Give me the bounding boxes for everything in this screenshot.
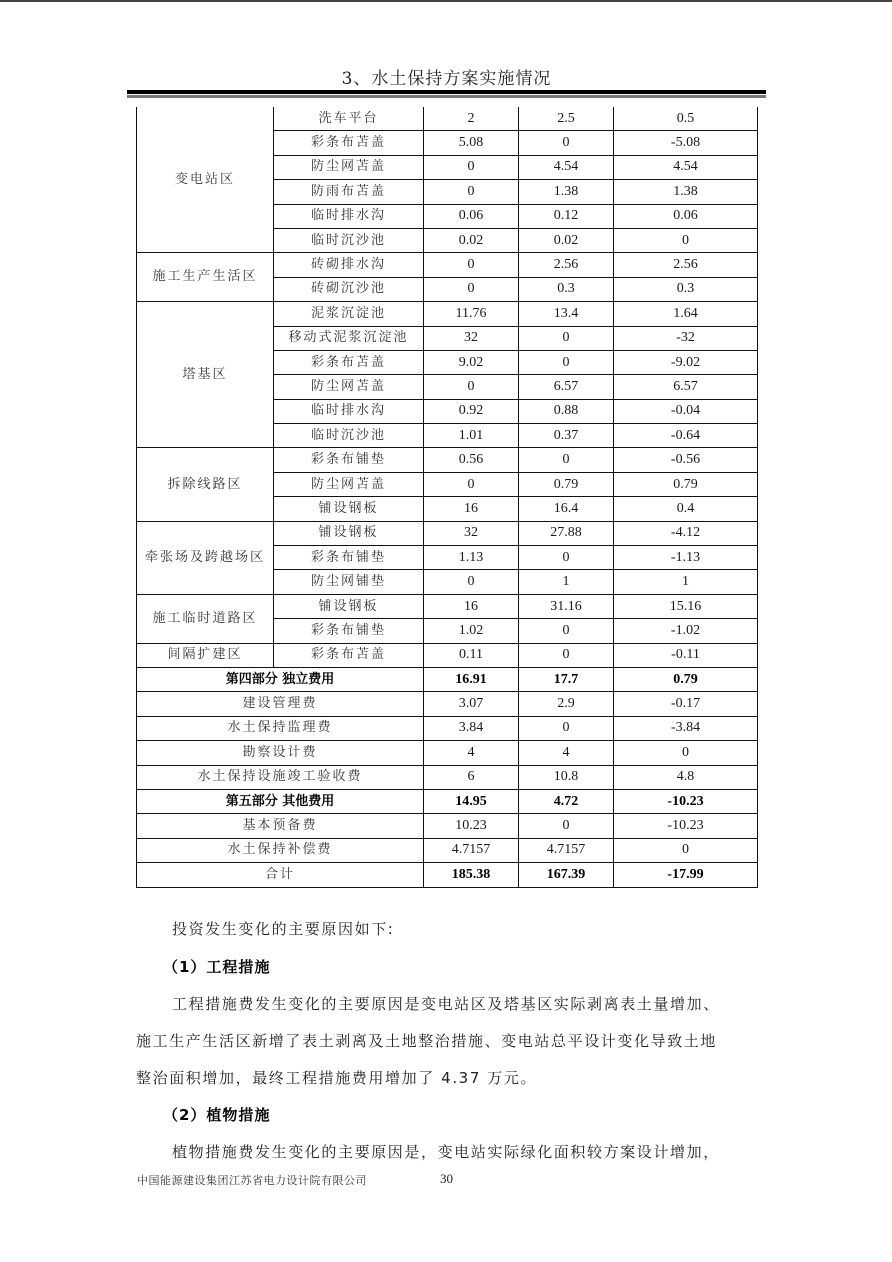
actual-value-cell: 0 [519, 814, 614, 838]
actual-value-cell: 27.88 [519, 521, 614, 545]
plan-value-cell: 16 [424, 594, 519, 618]
actual-value-cell: 0 [519, 643, 614, 667]
measure-cell: 防尘网苫盖 [274, 472, 424, 496]
plan-value-cell: 16.91 [424, 667, 519, 691]
actual-value-cell: 0.02 [519, 228, 614, 252]
plan-value-cell: 1.02 [424, 619, 519, 643]
paragraph-line: 施工生产生活区新增了表土剥离及土地整治措施、变电站总平设计变化导致土地 [136, 1032, 718, 1050]
header-rule [127, 90, 766, 94]
difference-cell: -0.11 [614, 643, 758, 667]
measure-cell: 移动式泥浆沉淀池 [274, 326, 424, 350]
actual-value-cell: 0.79 [519, 472, 614, 496]
plan-value-cell: 0 [424, 253, 519, 277]
fee-item-cell: 水土保持设施竣工验收费 [137, 765, 424, 789]
measure-cell: 彩条布苫盖 [274, 643, 424, 667]
measure-cell: 彩条布铺垫 [274, 619, 424, 643]
difference-cell: -0.17 [614, 692, 758, 716]
total-row [137, 863, 758, 887]
difference-cell: -0.04 [614, 399, 758, 423]
plan-value-cell: 32 [424, 326, 519, 350]
plan-value-cell: 11.76 [424, 302, 519, 326]
difference-cell: -4.12 [614, 521, 758, 545]
plan-value-cell: 1.13 [424, 546, 519, 570]
actual-value-cell: 2.5 [519, 107, 614, 131]
plan-value-cell: 0.06 [424, 204, 519, 228]
difference-cell: -5.08 [614, 131, 758, 155]
difference-cell: 0.4 [614, 497, 758, 521]
plan-value-cell: 10.23 [424, 814, 519, 838]
paragraph-line: 整治面积增加，最终工程措施费用增加了 4.37 万元。 [136, 1069, 538, 1087]
actual-value-cell: 2.9 [519, 692, 614, 716]
table-row [137, 741, 758, 765]
plan-value-cell: 0 [424, 155, 519, 179]
measure-cell: 洗车平台 [274, 107, 424, 131]
measure-cell: 防尘网铺垫 [274, 570, 424, 594]
measure-cell: 临时排水沟 [274, 204, 424, 228]
measure-cell: 彩条布苫盖 [274, 350, 424, 374]
difference-cell: -10.23 [614, 789, 758, 813]
intro-paragraph: 投资发生变化的主要原因如下: [172, 920, 395, 938]
actual-value-cell: 0.37 [519, 424, 614, 448]
difference-cell: 0.79 [614, 472, 758, 496]
actual-value-cell: 167.39 [519, 863, 614, 887]
actual-value-cell: 0.3 [519, 277, 614, 301]
difference-cell: 0 [614, 838, 758, 862]
plan-value-cell: 0.11 [424, 643, 519, 667]
difference-cell: 1 [614, 570, 758, 594]
actual-value-cell: 0 [519, 350, 614, 374]
measure-cell: 彩条布苫盖 [274, 131, 424, 155]
actual-value-cell: 4.54 [519, 155, 614, 179]
difference-cell: -17.99 [614, 863, 758, 887]
fee-item-cell: 建设管理费 [137, 692, 424, 716]
area-cell: 拆除线路区 [137, 448, 274, 521]
plan-value-cell: 2 [424, 107, 519, 131]
table-row [137, 302, 758, 326]
paragraph-line: 工程措施费发生变化的主要原因是变电站区及塔基区实际剥离表土量增加、 [172, 995, 720, 1013]
measure-cell: 铺设钢板 [274, 594, 424, 618]
measure-cell: 临时排水沟 [274, 399, 424, 423]
plan-value-cell: 4.7157 [424, 838, 519, 862]
plan-value-cell: 3.07 [424, 692, 519, 716]
difference-cell: 2.56 [614, 253, 758, 277]
section-heading-engineering: （1）工程措施 [163, 958, 271, 976]
plan-value-cell: 0 [424, 472, 519, 496]
page-number: 30 [440, 1171, 453, 1186]
table-row [137, 448, 758, 472]
difference-cell: 1.64 [614, 302, 758, 326]
measure-cell: 彩条布铺垫 [274, 546, 424, 570]
area-cell: 施工临时道路区 [137, 594, 274, 643]
actual-value-cell: 4 [519, 741, 614, 765]
actual-value-cell: 10.8 [519, 765, 614, 789]
actual-value-cell: 4.72 [519, 789, 614, 813]
difference-cell: -0.56 [614, 448, 758, 472]
difference-cell: 4.8 [614, 765, 758, 789]
measure-cell: 砖砌沉沙池 [274, 277, 424, 301]
measure-cell: 铺设钢板 [274, 521, 424, 545]
actual-value-cell: 1.38 [519, 180, 614, 204]
actual-value-cell: 0 [519, 326, 614, 350]
table-row [137, 814, 758, 838]
plan-value-cell: 0 [424, 375, 519, 399]
area-cell: 变电站区 [137, 107, 274, 253]
section-heading-vegetation: （2）植物措施 [163, 1106, 271, 1124]
fee-item-cell: 水土保持补偿费 [137, 838, 424, 862]
measure-cell: 临时沉沙池 [274, 424, 424, 448]
actual-value-cell: 0 [519, 619, 614, 643]
plan-value-cell: 0.02 [424, 228, 519, 252]
measure-cell: 临时沉沙池 [274, 228, 424, 252]
fee-item-cell: 勘察设计费 [137, 741, 424, 765]
total-label-cell: 合计 [137, 863, 424, 887]
page-header-title: 3、水土保持方案实施情况 [341, 69, 552, 89]
actual-value-cell: 1 [519, 570, 614, 594]
difference-cell: -1.02 [614, 619, 758, 643]
table-row [137, 692, 758, 716]
actual-value-cell: 0.12 [519, 204, 614, 228]
measure-cell: 铺设钢板 [274, 497, 424, 521]
actual-value-cell: 13.4 [519, 302, 614, 326]
difference-cell: 1.38 [614, 180, 758, 204]
actual-value-cell: 2.56 [519, 253, 614, 277]
plan-value-cell: 3.84 [424, 716, 519, 740]
area-cell: 施工生产生活区 [137, 253, 274, 302]
fee-item-cell: 基本预备费 [137, 814, 424, 838]
difference-cell: 15.16 [614, 594, 758, 618]
plan-value-cell: 185.38 [424, 863, 519, 887]
plan-value-cell: 1.01 [424, 424, 519, 448]
plan-value-cell: 0.56 [424, 448, 519, 472]
area-cell: 间隔扩建区 [137, 643, 274, 667]
plan-value-cell: 5.08 [424, 131, 519, 155]
measure-cell: 泥浆沉淀池 [274, 302, 424, 326]
plan-value-cell: 0 [424, 180, 519, 204]
actual-value-cell: 0 [519, 131, 614, 155]
actual-value-cell: 0.88 [519, 399, 614, 423]
section-subtotal-row [137, 789, 758, 813]
header-rule-shadow [127, 95, 766, 98]
section-subtotal-row [137, 667, 758, 691]
measure-cell: 防尘网苫盖 [274, 375, 424, 399]
plan-value-cell: 14.95 [424, 789, 519, 813]
plan-value-cell: 0 [424, 570, 519, 594]
section-label-cell: 第四部分 独立费用 [137, 667, 424, 691]
plan-value-cell: 32 [424, 521, 519, 545]
difference-cell: 0.79 [614, 667, 758, 691]
table-row [137, 594, 758, 618]
area-cell: 牵张场及跨越场区 [137, 521, 274, 594]
table-row [137, 716, 758, 740]
area-cell: 塔基区 [137, 302, 274, 448]
actual-value-cell: 0 [519, 716, 614, 740]
actual-value-cell: 4.7157 [519, 838, 614, 862]
actual-value-cell: 31.16 [519, 594, 614, 618]
footer-company: 中国能源建设集团江苏省电力设计院有限公司 [137, 1174, 367, 1187]
actual-value-cell: 17.7 [519, 667, 614, 691]
plan-value-cell: 0.92 [424, 399, 519, 423]
difference-cell: 0 [614, 228, 758, 252]
difference-cell: -10.23 [614, 814, 758, 838]
table-row [137, 521, 758, 545]
difference-cell: 0.3 [614, 277, 758, 301]
difference-cell: -9.02 [614, 350, 758, 374]
actual-value-cell: 16.4 [519, 497, 614, 521]
difference-cell: 4.54 [614, 155, 758, 179]
difference-cell: -3.84 [614, 716, 758, 740]
difference-cell: 0.5 [614, 107, 758, 131]
difference-cell: 0 [614, 741, 758, 765]
difference-cell: -32 [614, 326, 758, 350]
measure-cell: 防雨布苫盖 [274, 180, 424, 204]
actual-value-cell: 0 [519, 546, 614, 570]
fee-item-cell: 水土保持监理费 [137, 716, 424, 740]
plan-value-cell: 16 [424, 497, 519, 521]
table-row [137, 765, 758, 789]
section-label-cell: 第五部分 其他费用 [137, 789, 424, 813]
difference-cell: -0.64 [614, 424, 758, 448]
plan-value-cell: 4 [424, 741, 519, 765]
table-row [137, 253, 758, 277]
investment-comparison-table [136, 107, 758, 888]
page-top-edge [0, 0, 892, 2]
measure-cell: 彩条布铺垫 [274, 448, 424, 472]
difference-cell: 0.06 [614, 204, 758, 228]
paragraph-line: 植物措施费发生变化的主要原因是，变电站实际绿化面积较方案设计增加， [172, 1143, 720, 1161]
actual-value-cell: 6.57 [519, 375, 614, 399]
plan-value-cell: 0 [424, 277, 519, 301]
table-row [137, 107, 758, 131]
table-row [137, 643, 758, 667]
difference-cell: -1.13 [614, 546, 758, 570]
measure-cell: 防尘网苫盖 [274, 155, 424, 179]
plan-value-cell: 9.02 [424, 350, 519, 374]
actual-value-cell: 0 [519, 448, 614, 472]
table-row [137, 838, 758, 862]
measure-cell: 砖砌排水沟 [274, 253, 424, 277]
plan-value-cell: 6 [424, 765, 519, 789]
difference-cell: 6.57 [614, 375, 758, 399]
